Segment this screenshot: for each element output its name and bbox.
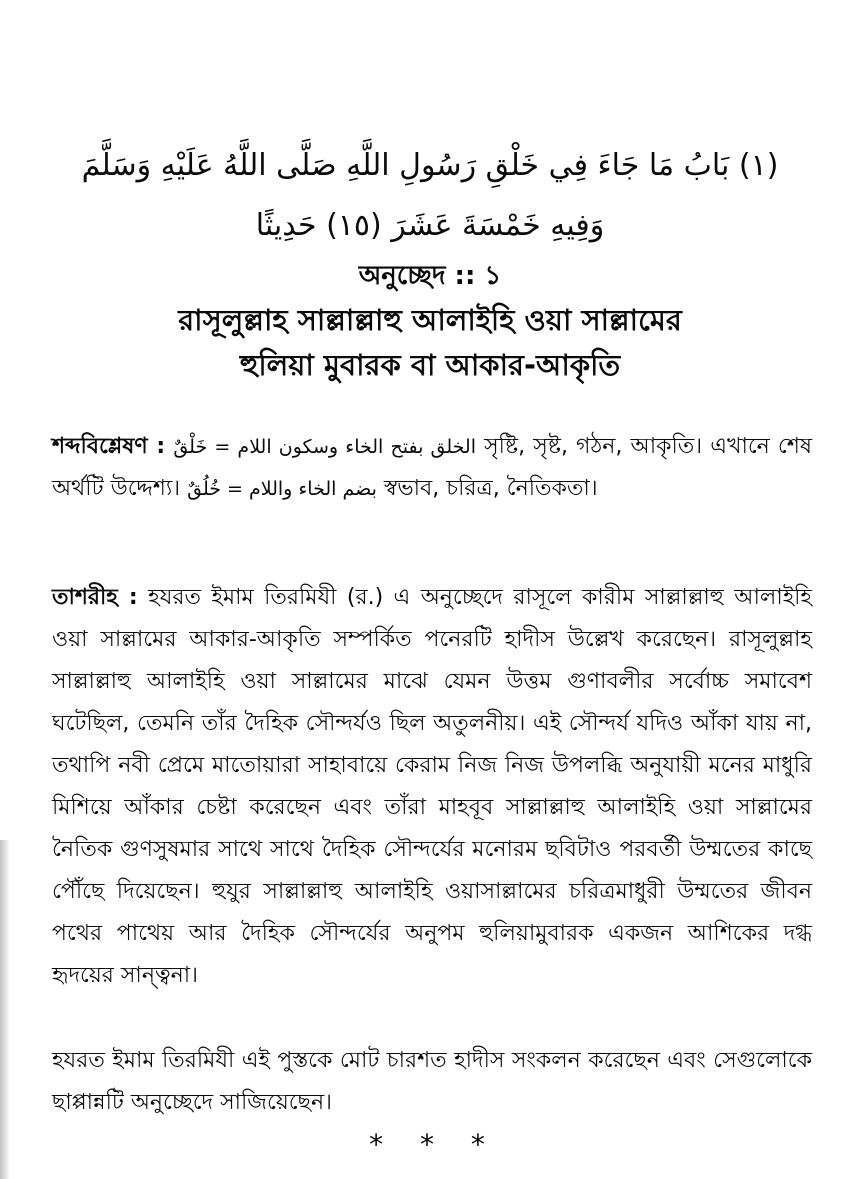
closing-paragraph: হযরত ইমাম তিরমিযী এই পুস্তকে মোট চারশত হাদীস সংকলন করেছেন এবং সেগুলোকে ছাপ্পান্নটি অনুচ্ছেদে সাজিয়েছেন। <box>52 1048 812 1115</box>
glossary-meaning-2: স্বভাব, চরিত্র, নৈতিকতা। <box>383 476 598 501</box>
arabic-chapter-heading: (١) بَابُ مَا جَاءَ فِي خَلْقِ رَسُولِ اللَّهِ صَلَّى اللَّهُ عَلَيْهِ وَسَلَّمَ <box>81 148 779 183</box>
section-separator: * * * <box>369 1128 499 1161</box>
glossary-label: শব্দবিশ্লেষণ : <box>52 434 166 459</box>
glossary-arabic-2: بضم الخاء واللام = خُلُقٌ <box>187 478 377 500</box>
glossary-paragraph <box>52 426 812 510</box>
chapter-title-line-1: রাসূলুল্লাহ সাল্লাল্লাহু আলাইহি ওয়া সাল্লামের <box>178 303 682 337</box>
chapter-title-line-2: হুলিয়া মুবারক বা আকার-আকৃতি <box>239 348 621 382</box>
chapter-number: অনুচ্ছেদ :: ১ <box>358 261 502 291</box>
glossary-meaning-1: সৃষ্টি, সৃষ্ট, গঠন, আকৃতি। এখানে শেষ অর্থটি উদ্দেশ্য। <box>52 434 812 501</box>
glossary-arabic-1: الخلق بفتح الخاء وسكون اللام = خَلْقٌ <box>173 436 476 458</box>
commentary-label: তাশরীহ : <box>52 585 138 610</box>
scan-shadow <box>0 840 10 1179</box>
arabic-hadith-count: وَفِيهِ خَمْسَةَ عَشَرَ (١٥) حَدِيثًا <box>255 208 605 243</box>
commentary-paragraph <box>52 577 812 997</box>
commentary-text: হযরত ইমাম তিরমিযী (র.) এ অনুচ্ছেদে রাসূলে কারীম সাল্লাল্লাহু আলাইহি ওয়া সাল্লামের আকার-আকৃতি সম্পর্কিত পনেরটি হাদীস উল্লেখ করেছেন। রাসূলুল্লাহ সাল্লাল্লাহু আলাইহি ওয়া সাল্লামের মাঝে যেমন উত্তম গুণাবলীর সর্বোচ্চ সমাবেশ ঘটেছিল, তেমনি তাঁর দৈহিক সৌন্দর্যও ছিল অতুলনীয়। এই সৌন্দর্য যদিও আঁকা যায় না, তথাপি নবী প্রেমে মাতোয়ারা সাহাবায়ে কেরাম নিজ নিজ উপলব্ধি অনুযায়ী মনের মাধুরি মিশিয়ে আঁকার চেষ্টা করেছেন এবং তাঁরা মাহবূব সাল্লাল্লাহু আলাইহি ওয়া সাল্লামের নৈতিক গুণসুষমার সাথে সাথে দৈহিক সৌন্দর্যের মনোরম ছবিটাও পরবর্তী উম্মতের কাছে পৌঁছে দিয়েছেন। হুযুর সাল্লাল্লাহু আলাইহি ওয়াসাল্লামের চরিত্রমাধুরী উম্মতের জীবন পথের পাথেয় আর দৈহিক সৌন্দর্যের অনুপম হুলিয়ামুবারক একজন আশিকের দগ্ধ হৃদয়ের সান্ত্বনা। <box>52 585 812 988</box>
